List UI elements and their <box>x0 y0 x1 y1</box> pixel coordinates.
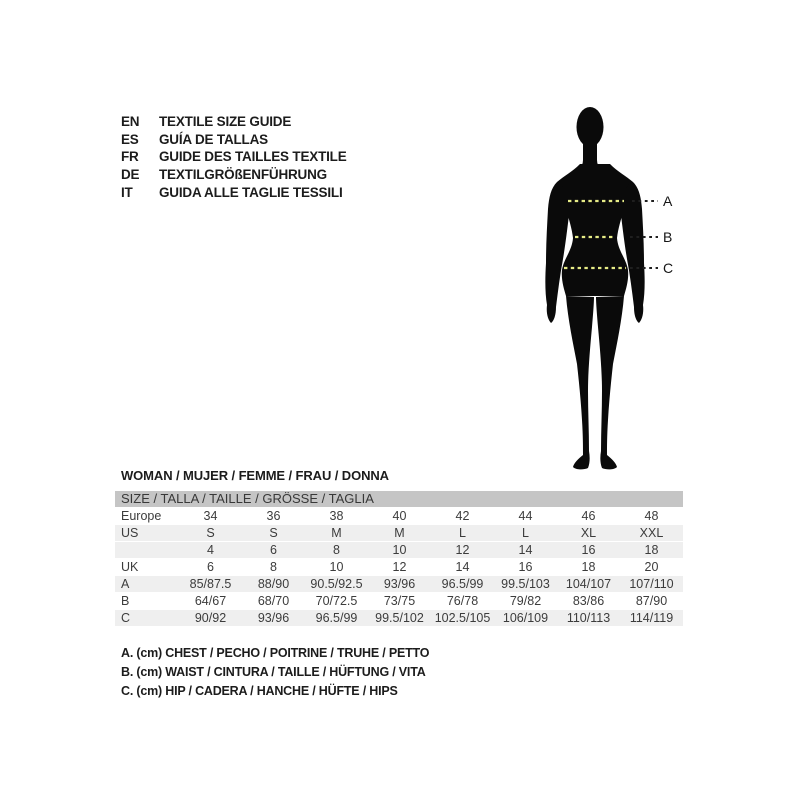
row-label: US <box>121 526 139 540</box>
table-cell: 70/72.5 <box>315 594 358 608</box>
table-cell: 16 <box>581 543 596 557</box>
table-cell: 20 <box>644 560 659 574</box>
table-cell: 106/109 <box>502 611 549 625</box>
table-cell: 8 <box>270 560 277 574</box>
lang-row-fr <box>121 148 347 166</box>
table-cell: 10 <box>329 560 344 574</box>
lang-code: IT <box>121 184 133 200</box>
size-table-header: SIZE / TALLA / TAILLE / GRÖSSE / TAGLIA <box>115 491 683 508</box>
table-cell: 4 <box>207 543 214 557</box>
language-title-list <box>121 113 347 201</box>
table-cell: 68/70 <box>257 594 290 608</box>
size-table <box>115 491 683 627</box>
table-cell: M <box>394 526 405 540</box>
table-cell: 16 <box>518 560 533 574</box>
table-cell: 40 <box>392 509 407 523</box>
table-cell: 14 <box>455 560 470 574</box>
lang-row-de <box>121 166 347 184</box>
measurement-legend <box>121 644 429 701</box>
table-cell: 18 <box>581 560 596 574</box>
table-cell: 99.5/102 <box>375 611 424 625</box>
lang-code: DE <box>121 167 140 183</box>
table-cell: XXL <box>639 526 664 540</box>
lang-title: GUIDE DES TAILLES TEXTILE <box>159 149 347 165</box>
table-cell: 96.5/99 <box>315 611 358 625</box>
row-label: UK <box>121 560 139 574</box>
table-row-europe <box>115 508 683 525</box>
lang-code: ES <box>121 131 139 147</box>
legend-chest: A. (cm) CHEST / PECHO / POITRINE / TRUHE / PETTO <box>121 646 430 660</box>
lang-row-es <box>121 131 347 149</box>
table-cell: 93/96 <box>257 611 290 625</box>
table-cell: XL <box>580 526 597 540</box>
table-cell: 110/113 <box>566 611 611 625</box>
table-row-us-numeric <box>115 542 683 559</box>
table-cell: 10 <box>392 543 407 557</box>
table-cell: 114/119 <box>629 611 674 625</box>
table-row-waist <box>115 593 683 610</box>
legend-waist: B. (cm) WAIST / CINTURA / TAILLE / HÜFTUNG / VITA <box>121 665 426 679</box>
table-cell: S <box>269 526 278 540</box>
table-row-us-letter <box>115 525 683 542</box>
table-cell: 76/78 <box>446 594 479 608</box>
table-group-title: WOMAN / MUJER / FEMME / FRAU / DONNA <box>121 468 389 483</box>
table-cell: 99.5/103 <box>501 577 550 591</box>
row-label: B <box>121 594 130 608</box>
lang-title: GUÍA DE TALLAS <box>159 131 268 147</box>
table-cell: 85/87.5 <box>189 577 232 591</box>
table-cell: 44 <box>518 509 533 523</box>
row-label: Europe <box>121 509 162 523</box>
lang-title: TEXTILGRÖßENFÜHRUNG <box>159 167 327 183</box>
table-row-hip <box>115 610 683 627</box>
table-cell: 42 <box>455 509 470 523</box>
table-cell: 6 <box>270 543 277 557</box>
table-cell: M <box>331 526 342 540</box>
table-cell: 46 <box>581 509 596 523</box>
lang-code: EN <box>121 114 140 130</box>
row-label: A <box>121 577 130 591</box>
table-cell: 12 <box>392 560 407 574</box>
table-cell: 87/90 <box>635 594 668 608</box>
table-cell: 8 <box>333 543 340 557</box>
body-measurement-figure <box>520 100 700 470</box>
table-cell: L <box>459 526 466 540</box>
lang-title: GUIDA ALLE TAGLIE TESSILI <box>159 184 343 200</box>
table-cell: 90.5/92.5 <box>310 577 363 591</box>
table-cell: S <box>206 526 215 540</box>
table-cell: 12 <box>455 543 470 557</box>
table-cell: 34 <box>203 509 218 523</box>
table-cell: 90/92 <box>194 611 227 625</box>
table-cell: 96.5/99 <box>441 577 484 591</box>
table-cell: 48 <box>644 509 659 523</box>
lang-code: FR <box>121 149 139 165</box>
row-label: C <box>121 611 131 625</box>
lang-row-it <box>121 183 347 201</box>
table-cell: 64/67 <box>194 594 227 608</box>
table-cell: 36 <box>266 509 281 523</box>
lang-title: TEXTILE SIZE GUIDE <box>159 114 292 130</box>
lang-row-en <box>121 113 347 131</box>
table-cell: 38 <box>329 509 344 523</box>
marker-label-b: B <box>663 229 673 245</box>
table-cell: 93/96 <box>383 577 416 591</box>
table-cell: 79/82 <box>509 594 542 608</box>
table-cell: 88/90 <box>257 577 290 591</box>
marker-label-c: C <box>663 260 674 276</box>
table-cell: 102.5/105 <box>434 611 491 625</box>
table-cell: 83/86 <box>572 594 605 608</box>
table-cell: 107/110 <box>629 577 674 591</box>
table-cell: 18 <box>644 543 659 557</box>
marker-label-a: A <box>663 193 673 209</box>
table-row-uk <box>115 559 683 576</box>
woman-silhouette-icon <box>520 100 700 470</box>
table-cell: 104/107 <box>565 577 612 591</box>
table-cell: L <box>522 526 529 540</box>
table-cell: 14 <box>518 543 533 557</box>
table-row-chest <box>115 576 683 593</box>
table-cell: 6 <box>207 560 214 574</box>
legend-hip: C. (cm) HIP / CADERA / HANCHE / HÜFTE / HIPS <box>121 684 398 698</box>
table-cell: 73/75 <box>383 594 416 608</box>
